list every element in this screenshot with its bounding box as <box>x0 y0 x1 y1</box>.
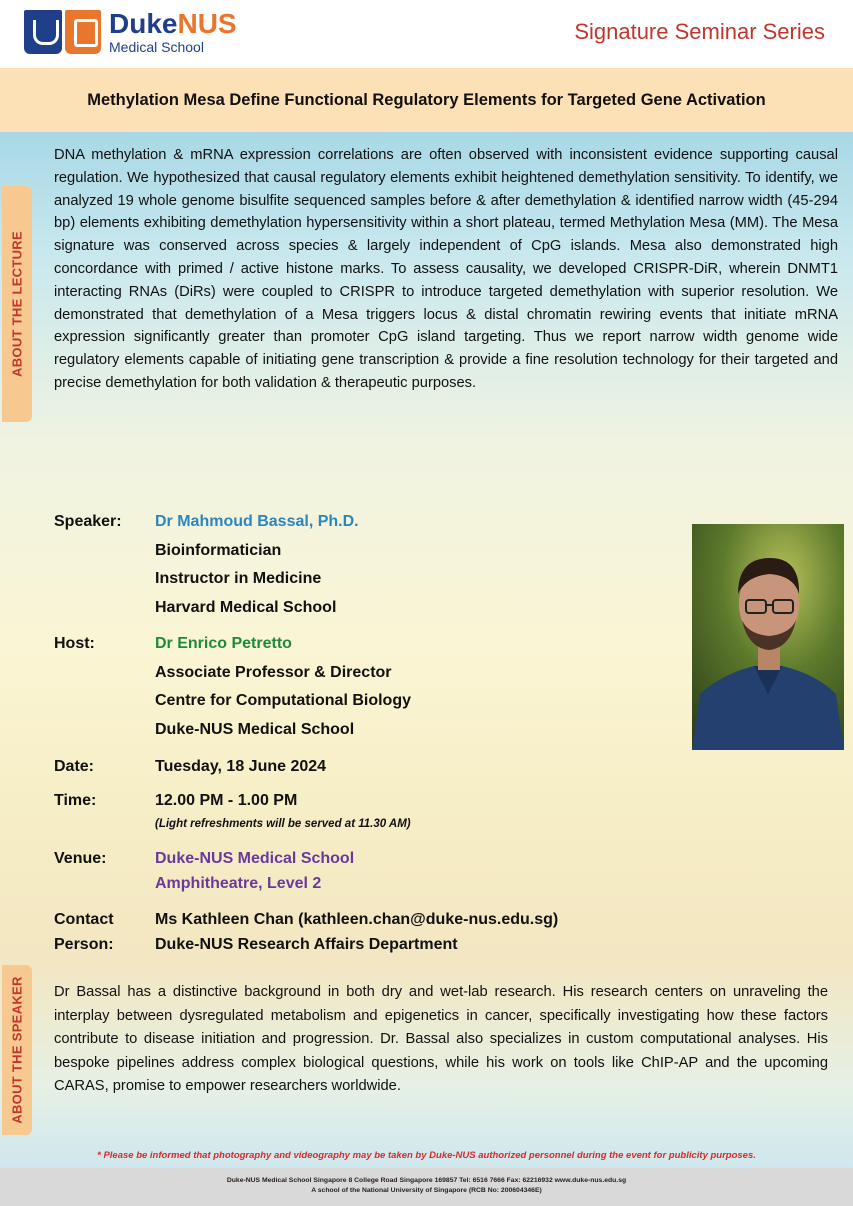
footer <box>0 1168 853 1206</box>
venue-details <box>155 846 354 896</box>
refreshments-note: (Light refreshments will be served at 11.30 AM) <box>155 817 411 830</box>
title-bar <box>0 68 853 132</box>
footer-school: A school of the National University of Singapore (RCB No: 200604346E) <box>311 1187 542 1194</box>
speaker-bio: Dr Bassal has a distinctive background in both dry and wet-lab research. His research centers on unraveling the interplay between dysregulated metabolism and epigenetics in cancer, specifically investigating how these factors contribute to disease initiation and progression. Dr. Bassal also specializes in custom computational analyses. His bespoke pipelines address complex biological questions, while his work on tools like ChIP-AP and the upcoming CARAS, promise to empower researchers worldwide. <box>54 984 828 1095</box>
time-label: Time: <box>54 792 97 809</box>
logo-text <box>109 10 237 54</box>
about-speaker-label: ABOUT THE SPEAKER <box>9 976 25 1124</box>
time-details <box>155 787 411 832</box>
lecture-abstract: DNA methylation & mRNA expression correlations are often observed with inconsistent evidence supporting causal regulation. We hypothesized that causal regulatory elements exhibit heightened demethylation sensitivity. To identify, we analyzed 19 whole genome bisulfite sequenced samples before & after demethylation & identified narrow width (45-294 bp) elements exhibiting demethylation hypersensitivity within a short plateau, termed Methylation Mesa (MM). The Mesa signature was conserved across species & largely independent of CpG islands. Mesa also demonstrated high concordance with primed / active histone marks. To assess causality, we developed CRISPR-DiR, wherein DNMT1 interacting RNAs (DiRs) were coupled to CRISPR to introduce targeted demethylation with superior resolution. We demonstrated that demethylation of a Mesa triggers locus & distal chromatin rewiring events that initiate mRNA expression significantly greater than promoter CpG island targeting. Thus we report narrow width genome wide regulatory elements capable of initiating gene transcription & provide a fine resolution technology for their targeted and precise demethylation for both validation & therapeutic purposes. <box>54 147 838 391</box>
speaker-label: Speaker: <box>54 513 122 530</box>
contact-label-2: Person: <box>54 936 114 953</box>
venue-label: Venue: <box>54 850 107 867</box>
contact-department: Duke-NUS Research Affairs Department <box>155 936 458 953</box>
speaker-name: Dr Mahmoud Bassal, Ph.D. <box>155 513 359 530</box>
speaker-details <box>155 508 359 622</box>
speaker-title-1: Bioinformatician <box>155 541 282 559</box>
header <box>0 0 853 68</box>
footer-address: Duke-NUS Medical School Singapore 8 College Road Singapore 169857 Tel: 6516 7666 Fax: 62216932 www.duke-nus.edu.sg <box>226 1177 627 1184</box>
speaker-portrait-image <box>692 524 844 750</box>
about-speaker-tab <box>2 965 32 1135</box>
logo-subtitle: Medical School <box>109 39 204 55</box>
time-value: 12.00 PM - 1.00 PM <box>155 792 298 809</box>
photography-disclaimer: * Please be informed that photography and videography may be taken by Duke-NUS authorized personnel during the event for publicity purposes. <box>97 1150 756 1161</box>
date-value: Tuesday, 18 June 2024 <box>155 758 327 775</box>
speaker-affiliation: Harvard Medical School <box>155 598 337 616</box>
logo-duke: Duke <box>109 8 178 39</box>
duke-nus-logo[interactable] <box>24 10 237 54</box>
speaker-title-2: Instructor in Medicine <box>155 570 322 587</box>
host-title-1: Associate Professor & Director <box>155 663 392 681</box>
host-details <box>155 630 411 744</box>
series-title: Signature Seminar Series <box>574 19 825 44</box>
date-label: Date: <box>54 758 95 775</box>
duke-shield-icon <box>24 10 62 54</box>
contact-details <box>155 907 558 957</box>
host-label: Host: <box>54 635 95 652</box>
venue-line-1: Duke-NUS Medical School <box>155 850 355 867</box>
host-affiliation: Duke-NUS Medical School <box>155 720 355 738</box>
contact-label-1: Contact <box>54 911 114 928</box>
host-title-2: Centre for Computational Biology <box>155 692 411 709</box>
about-lecture-label: ABOUT THE LECTURE <box>9 231 25 377</box>
speaker-photo <box>692 524 844 750</box>
about-lecture-tab <box>2 186 32 422</box>
host-name: Dr Enrico Petretto <box>155 635 292 652</box>
seminar-title: Methylation Mesa Define Functional Regulatory Elements for Targeted Gene Activation <box>87 90 766 109</box>
venue-line-2: Amphitheatre, Level 2 <box>155 875 322 892</box>
nus-crest-icon <box>65 10 101 54</box>
contact-person[interactable]: Ms Kathleen Chan (kathleen.chan@duke-nus.edu.sg) <box>155 911 559 928</box>
logo-nus: NUS <box>177 8 237 39</box>
contact-label <box>54 907 154 957</box>
